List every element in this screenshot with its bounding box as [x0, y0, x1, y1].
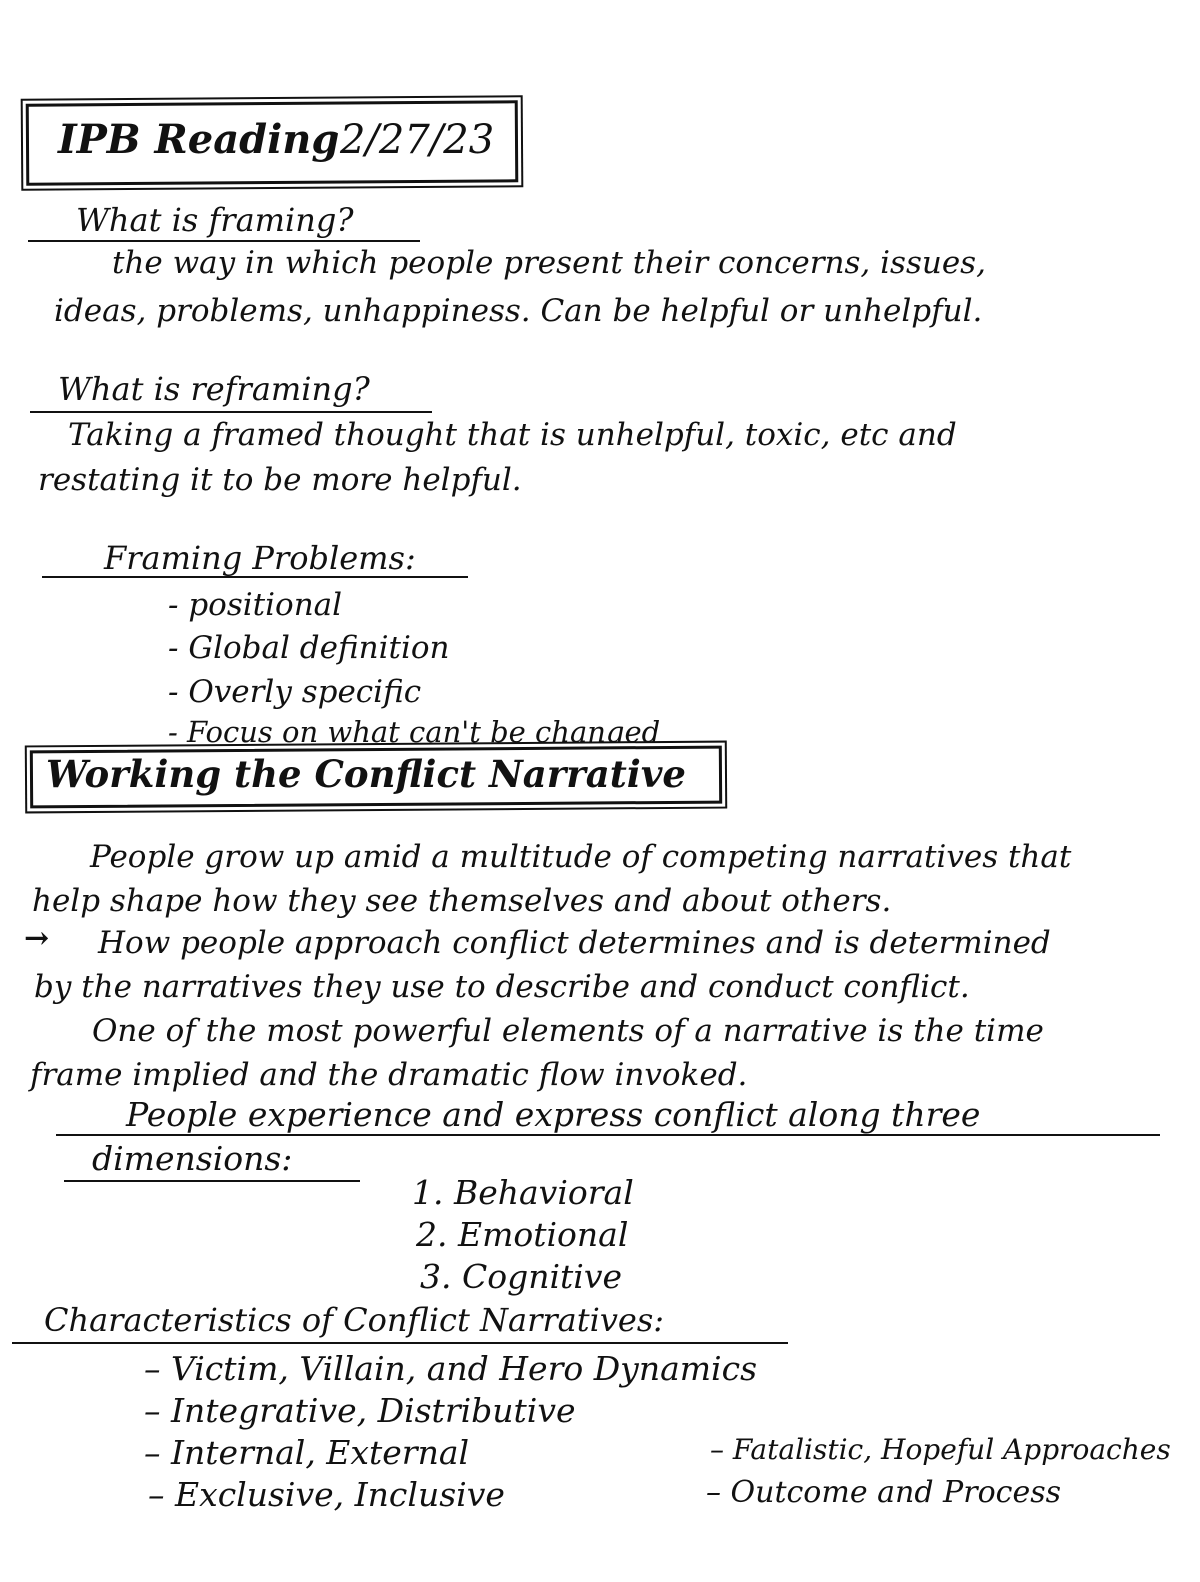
framing-problem-item: - Global definition [168, 630, 450, 666]
characteristic-item: – Integrative, Distributive [144, 1391, 576, 1430]
characteristics-heading: Characteristics of Conflict Narratives: [44, 1301, 665, 1339]
page-date: 2/27/23 [340, 117, 495, 163]
characteristic-item: – Outcome and Process [706, 1475, 1061, 1510]
arrow-right-icon: → [24, 921, 50, 956]
dimension-item: 3. Cognitive [420, 1257, 623, 1296]
framing-line-2: ideas, problems, unhappiness. Can be helpful or unhelpful. [54, 293, 983, 329]
framing-problems-heading: Framing Problems: [104, 539, 416, 577]
dimensions-line-1: People experience and express conflict along three [126, 1095, 981, 1134]
framing-problem-item: - Focus on what can't be changed [168, 715, 661, 749]
framing-problem-item: - positional [168, 587, 343, 623]
framing-problems-underline [42, 576, 468, 578]
reframing-heading: What is reframing? [58, 370, 370, 408]
section-heading: Working the Conflict Narrative [46, 752, 686, 796]
framing-heading: What is framing? [76, 201, 354, 239]
reframing-underline [30, 411, 432, 413]
dimensions-underline-1 [56, 1134, 1160, 1136]
reframing-line-2: restating it to be more helpful. [38, 462, 522, 498]
dimension-item: 1. Behavioral [412, 1173, 634, 1212]
narrative-p1-line-2: help shape how they see themselves and about others. [32, 883, 892, 919]
framing-underline [28, 240, 420, 242]
dimensions-line-2: dimensions: [92, 1139, 293, 1178]
narrative-p3-line-1: One of the most powerful elements of a narrative is the time [92, 1013, 1044, 1049]
reframing-line-1: Taking a framed thought that is unhelpful, toxic, etc and [68, 417, 957, 453]
dimension-item: 2. Emotional [416, 1215, 629, 1254]
characteristic-item: – Internal, External [144, 1433, 470, 1472]
narrative-p3-line-2: frame implied and the dramatic flow invoked. [30, 1057, 748, 1093]
framing-problem-item: - Overly specific [168, 674, 422, 710]
dimensions-underline-2 [64, 1180, 360, 1182]
page-title: IPB Reading [58, 116, 340, 163]
narrative-p2-line-1: How people approach conflict determines and is determined [98, 925, 1051, 961]
characteristic-item: – Exclusive, Inclusive [148, 1475, 505, 1514]
framing-line-1: the way in which people present their concerns, issues, [112, 245, 986, 281]
narrative-p2-line-2: by the narratives they use to describe and conduct conflict. [34, 969, 970, 1005]
characteristic-item: – Victim, Villain, and Hero Dynamics [144, 1349, 758, 1388]
narrative-p1-line-1: People grow up amid a multitude of competing narratives that [90, 839, 1072, 875]
characteristics-underline [12, 1342, 788, 1344]
characteristic-item: – Fatalistic, Hopeful Approaches [710, 1433, 1171, 1466]
